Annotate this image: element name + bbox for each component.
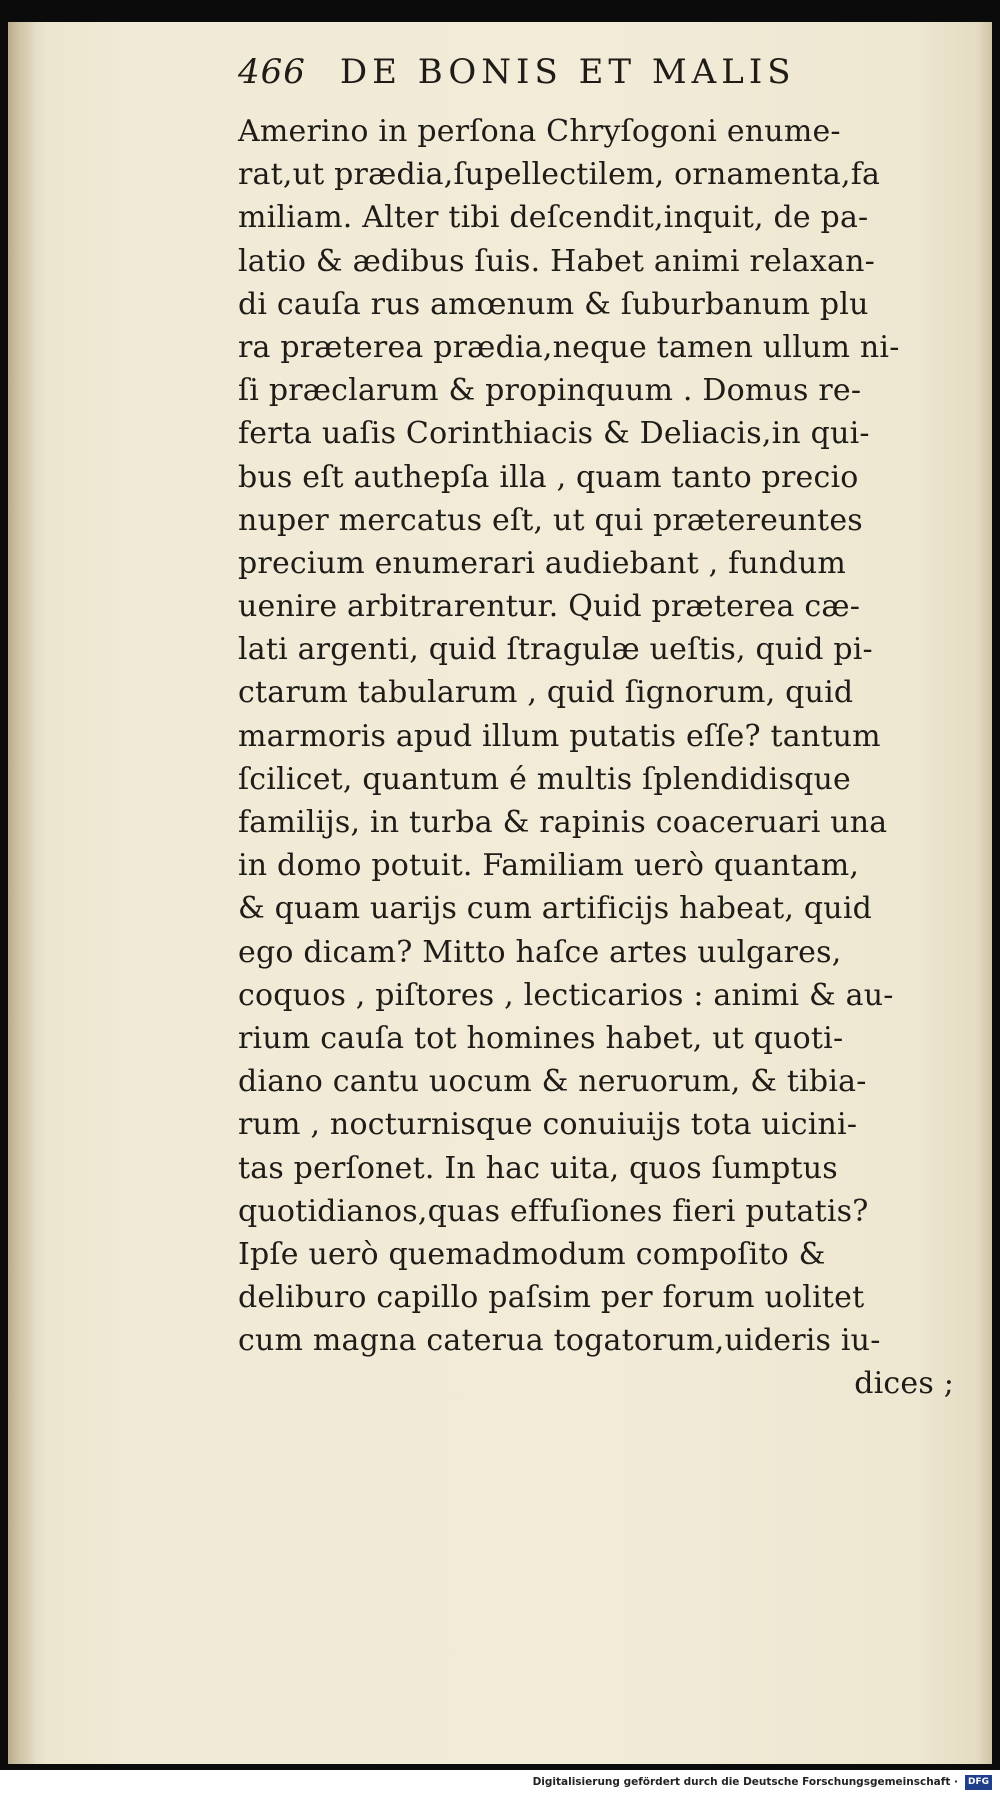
text-line: rat,ut prædia,ſupellectilem, ornamenta,fa [238, 157, 881, 193]
running-head [238, 52, 958, 108]
text-line: diano cantu uocum & neruorum, & tibia- [238, 1064, 867, 1100]
page-edge-shadow [978, 22, 992, 1764]
body-text [238, 110, 958, 1406]
funding-credit: Digitalisierung gefördert durch die Deutsche Forschungsgemeinschaft · [532, 1776, 958, 1788]
text-line: precium enumerari audiebant , fundum [238, 545, 847, 581]
text-line: familijs, in turba & rapinis coaceruari una [238, 805, 888, 840]
text-line: quotidianos,quas effuſiones fieri putatis? [238, 1193, 869, 1229]
text-line: cum magna caterua togatorum,uideris iu- [238, 1323, 881, 1359]
footer-bar [0, 1770, 1000, 1799]
text-line: di cauſa rus amœnum & ſuburbanum plu [238, 286, 869, 322]
text-line: & quam uarijs cum artificijs habeat, quid [238, 891, 873, 927]
text-line: ego dicam? Mitto haſce artes uulgares, [238, 934, 842, 970]
text-line: ctarum tabularum , quid ſignorum, quid [238, 675, 854, 711]
text-line: ra præterea prædia,neque tamen ullum ni- [238, 329, 900, 365]
text-line: Amerino in perſona Chryſogoni enume- [238, 114, 841, 149]
text-line: rium cauſa tot homines habet, ut quoti- [238, 1020, 844, 1056]
text-line: tas perſonet. In hac uita, quos ſumptus [238, 1150, 838, 1186]
text-line: ferta uaſis Corinthiacis & Deliacis,in qui- [238, 416, 870, 452]
text-line: coquos , piſtores , lecticarios : animi & au- [238, 977, 894, 1013]
text-line: Ipſe uerò quemadmodum compoſito & [238, 1236, 826, 1272]
text-line: ſcilicet, quantum é multis ſplendidisque [238, 761, 851, 797]
text-line: marmoris apud illum putatis eſſe? tantum [238, 718, 881, 754]
text-line: nuper mercatus eſt, ut qui prætereuntes [238, 502, 863, 538]
text-block [238, 52, 958, 1406]
text-line: latio & ædibus ſuis. Habet animi relaxan- [238, 243, 875, 279]
text-line: rum , nocturnisque conuiuijs tota uicini- [238, 1107, 858, 1143]
text-line: dices ; [854, 1366, 954, 1402]
dfg-logo: DFG [965, 1775, 992, 1790]
text-line: miliam. Alter tibi deſcendit,inquit, de pa- [238, 200, 869, 236]
text-line: lati argenti, quid ſtragulæ ueſtis, quid pi- [238, 632, 873, 668]
text-line: bus eſt authepſa illa , quam tanto precio [238, 459, 859, 495]
page-gutter-shadow [8, 22, 36, 1764]
running-title: DE BONIS ET MALIS [339, 52, 796, 92]
text-line: in domo potuit. Familiam uerò quantam, [238, 848, 860, 884]
text-line: ſi præclarum & propinquum . Domus re- [238, 373, 862, 409]
text-line: deliburo capillo paſsim per forum uolitet [238, 1280, 865, 1316]
page-number: 466 [238, 52, 306, 92]
text-line: uenire arbitrarentur. Quid præterea cæ- [238, 589, 861, 625]
